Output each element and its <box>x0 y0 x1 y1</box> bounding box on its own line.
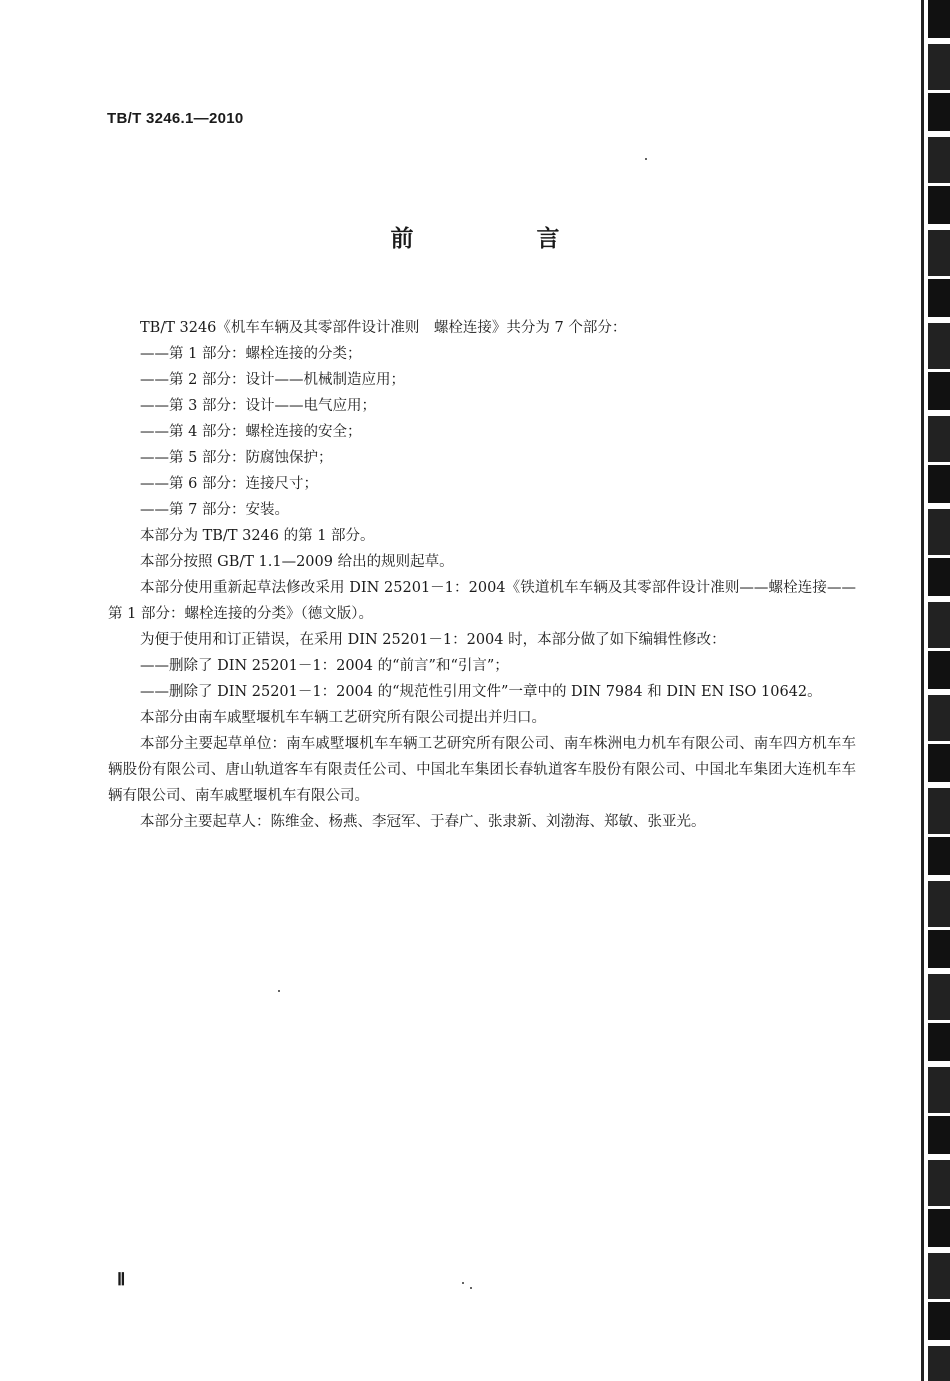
intro-paragraph: TB/T 3246《机车车辆及其零部件设计准则 螺栓连接》共分为 7 个部分： <box>140 320 627 336</box>
proposer-paragraph: 本部分由南车戚墅堰机车车辆工艺研究所有限公司提出并归口。 <box>140 710 546 726</box>
foreword-body <box>108 315 856 835</box>
drafters-paragraph: 本部分主要起草人：陈维金、杨燕、李冠军、于春广、张隶新、刘渤海、郑敏、张亚光。 <box>140 814 706 830</box>
part-list-item: ——第 4 部分：螺栓连接的安全； <box>140 424 362 440</box>
part-list-item: ——第 5 部分：防腐蚀保护； <box>140 450 333 466</box>
adoption-paragraph: 本部分使用重新起草法修改采用 DIN 25201－1：2004《铁道机车车辆及其零部件设计准则——螺栓连接——第 1 部分：螺栓连接的分类》（德文版）。 <box>108 580 856 622</box>
page-number: Ⅱ <box>117 1270 126 1289</box>
part-list-item: ——第 3 部分：设计——电气应用； <box>140 398 376 414</box>
scan-speck <box>462 1282 464 1284</box>
part-list-item: ——第 2 部分：设计——机械制造应用； <box>140 372 405 388</box>
scan-edge-line <box>921 0 924 1381</box>
this-part-paragraph: 本部分为 TB/T 3246 的第 1 部分。 <box>140 528 375 544</box>
document-code: TB/T 3246.1—2010 <box>107 110 244 127</box>
edit-list-item: ——删除了 DIN 25201－1：2004 的“前言”和“引言”； <box>140 658 509 674</box>
scan-speck <box>645 158 647 160</box>
drafting-units-paragraph: 本部分主要起草单位：南车戚墅堰机车车辆工艺研究所有限公司、南车株洲电力机车有限公司、南车四方机车车辆股份有限公司、唐山轨道客车有限责任公司、中国北车集团长春轨道客车股份有限公司、中国北车集团大连机车车辆有限公司、南车戚墅堰机车有限公司。 <box>108 736 856 804</box>
part-list-item: ——第 7 部分：安装。 <box>140 502 289 518</box>
part-list-item: ——第 6 部分：连接尺寸； <box>140 476 318 492</box>
part-list-item: ——第 1 部分：螺栓连接的分类； <box>140 346 362 362</box>
scan-speck <box>470 1287 472 1289</box>
section-title: 前 言 <box>390 226 610 252</box>
edit-list-item: ——删除了 DIN 25201－1：2004 的“规范性引用文件”一章中的 DIN 7984 和 DIN EN ISO 10642。 <box>140 684 822 700</box>
editorial-intro-paragraph: 为便于使用和订正错误，在采用 DIN 25201－1：2004 时，本部分做了如下编辑性修改： <box>140 632 726 648</box>
scan-speck <box>278 990 280 992</box>
scan-edge-mark <box>928 0 950 1381</box>
drafting-rules-paragraph: 本部分按照 GB/T 1.1—2009 给出的规则起草。 <box>140 554 454 570</box>
